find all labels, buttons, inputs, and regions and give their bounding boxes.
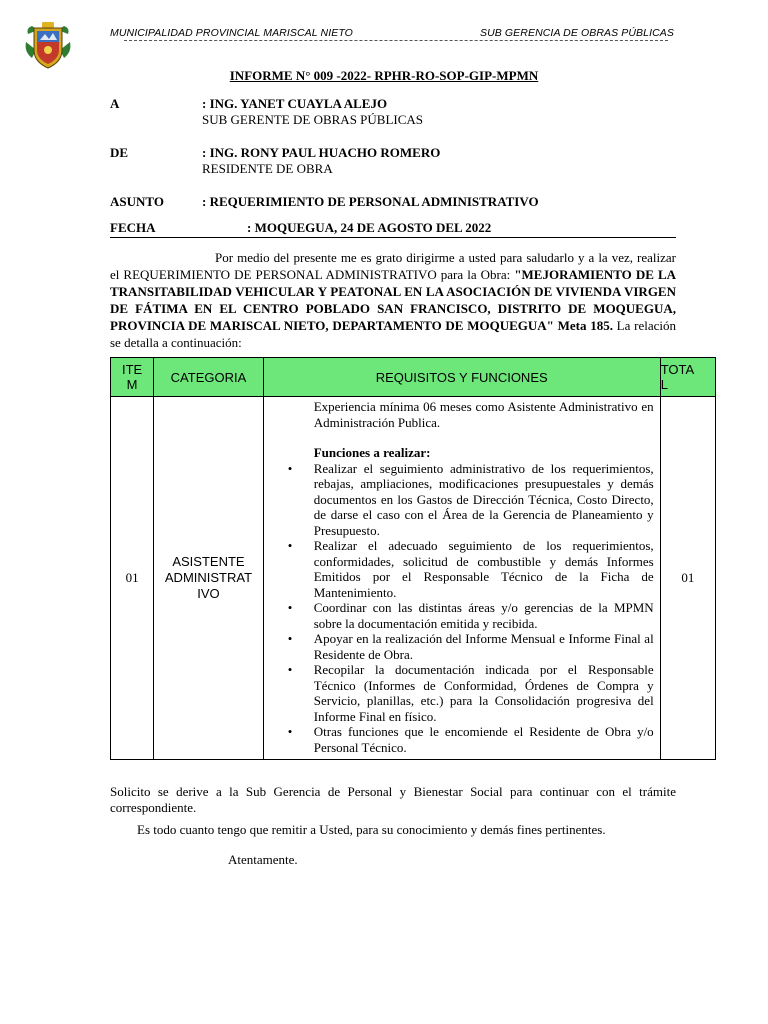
municipal-coat-of-arms-icon: [24, 20, 72, 70]
intro-tail: La relación se detalla a continuación:: [110, 318, 676, 350]
function-text: Realizar el seguimiento administrativo de los requerimientos, rebajas, ampliaciones, modificaciones presupuestales y demás documentos en los Gastos de Dirección Técnica, Costo Directo, de darse el caso con el Área de la Gerencia de Planeamiento y Presupuesto.: [313, 460, 654, 538]
meta-a-role: SUB GERENTE DE OBRAS PÚBLICAS: [202, 112, 424, 127]
bullet-icon: •: [287, 662, 293, 677]
row-requisitos: [263, 397, 660, 760]
bullet-icon: •: [287, 460, 293, 476]
meta-de-role: RESIDENTE DE OBRA: [202, 161, 333, 176]
meta-de-label: DE: [110, 145, 129, 160]
bullet-icon: •: [287, 600, 293, 615]
function-text: Recopilar la documentación indicada por el Responsable Técnico (Informes de Conformidad, Órdenes de Compra y Servicio, planillas, etc.) para la Consolidación progresiva del Informe Final en físico.: [313, 662, 654, 724]
table-header-row: [111, 358, 716, 397]
functions-list: [288, 461, 654, 756]
closing-request: Solicito se derive a la Sub Gerencia de Personal y Bienestar Social para continuar con el trámite correspondiente.: [110, 784, 676, 815]
intro-text: Por medio del presente me es grato dirigirme a usted para saludarlo y a la vez, realizar el REQUERIMIENTO DE PERSONAL ADMINISTRATIVO para la Obra:: [110, 250, 676, 282]
requirement-experience: Experiencia mínima 06 meses como Asistente Administrativo en Administración Publica.: [313, 399, 654, 430]
bullet-icon: •: [287, 538, 293, 553]
meta-de-name: : ING. RONY PAUL HUACHO ROMERO: [202, 145, 441, 160]
header-categoria: CATEGORIA: [154, 358, 264, 397]
function-text: Realizar el adecuado seguimiento de los requerimientos, conformidades, solicitud de combustible y demás Informes Emitidos por el Responsable Técnico de la Ficha de Mantenimiento.: [313, 538, 654, 600]
meta-divider: [110, 237, 676, 238]
row-item: 01: [111, 397, 154, 760]
list-item: [288, 724, 654, 755]
project-name: "MEJORAMIENTO DE LA TRANSITABILIDAD VEHICULAR Y PEATONAL EN LA ASOCIACIÓN DE VIVIENDA VIRGEN DE FÁTIMA EN EL CENTRO POBLADO SAN FRANCISCO, DISTRITO DE MOQUEGUA, PROVINCIA DE MARISCAL NIETO, DEPARTAMENTO DE MOQUEGUA" Meta 185.: [110, 267, 677, 333]
meta-fecha-label: FECHA: [110, 220, 156, 235]
list-item: [288, 662, 654, 724]
report-title: INFORME N° 009 -2022- RPHR-RO-SOP-GIP-MPMN: [229, 68, 539, 83]
bullet-icon: •: [287, 631, 293, 646]
header-department: SUB GERENCIA DE OBRAS PÚBLICAS: [480, 27, 674, 39]
header-total: TOTA L: [660, 358, 715, 397]
header-item: ITE M: [111, 358, 154, 397]
header-requisitos: REQUISITOS Y FUNCIONES: [263, 358, 660, 397]
row-categoria: ASISTENTE ADMINISTRAT IVO: [154, 397, 264, 760]
list-item: [288, 631, 654, 662]
header-institution: MUNICIPALIDAD PROVINCIAL MARISCAL NIETO: [110, 27, 353, 39]
meta-a-label: A: [110, 96, 120, 111]
functions-title: Funciones a realizar:: [313, 445, 431, 460]
bullet-icon: •: [287, 724, 293, 739]
meta-asunto-label: ASUNTO: [110, 194, 164, 209]
function-text: Coordinar con las distintas áreas y/o gerencias de la MPMN sobre la documentación emitida y recibida.: [313, 600, 654, 631]
intro-paragraph: [110, 249, 676, 351]
list-item: [288, 600, 654, 631]
closing-remit: Es todo cuanto tengo que remitir a Usted, para su conocimiento y demás fines pertinentes.: [137, 822, 606, 837]
function-text: Apoyar en la realización del Informe Mensual e Informe Final al Residente de Obra.: [313, 631, 654, 662]
row-total: 01: [660, 397, 715, 760]
header-divider: [124, 40, 668, 41]
table-row: [111, 397, 716, 760]
requirements-table: [110, 357, 716, 760]
list-item: [288, 538, 654, 600]
meta-asunto-value: : REQUERIMIENTO DE PERSONAL ADMINISTRATIVO: [202, 194, 539, 209]
meta-a-name: : ING. YANET CUAYLA ALEJO: [202, 96, 388, 111]
closing-signoff: Atentamente.: [228, 852, 298, 867]
list-item: [288, 461, 654, 539]
function-text: Otras funciones que le encomiende el Residente de Obra y/o Personal Técnico.: [313, 724, 654, 755]
meta-fecha-value: : MOQUEGUA, 24 DE AGOSTO DEL 2022: [247, 220, 492, 235]
